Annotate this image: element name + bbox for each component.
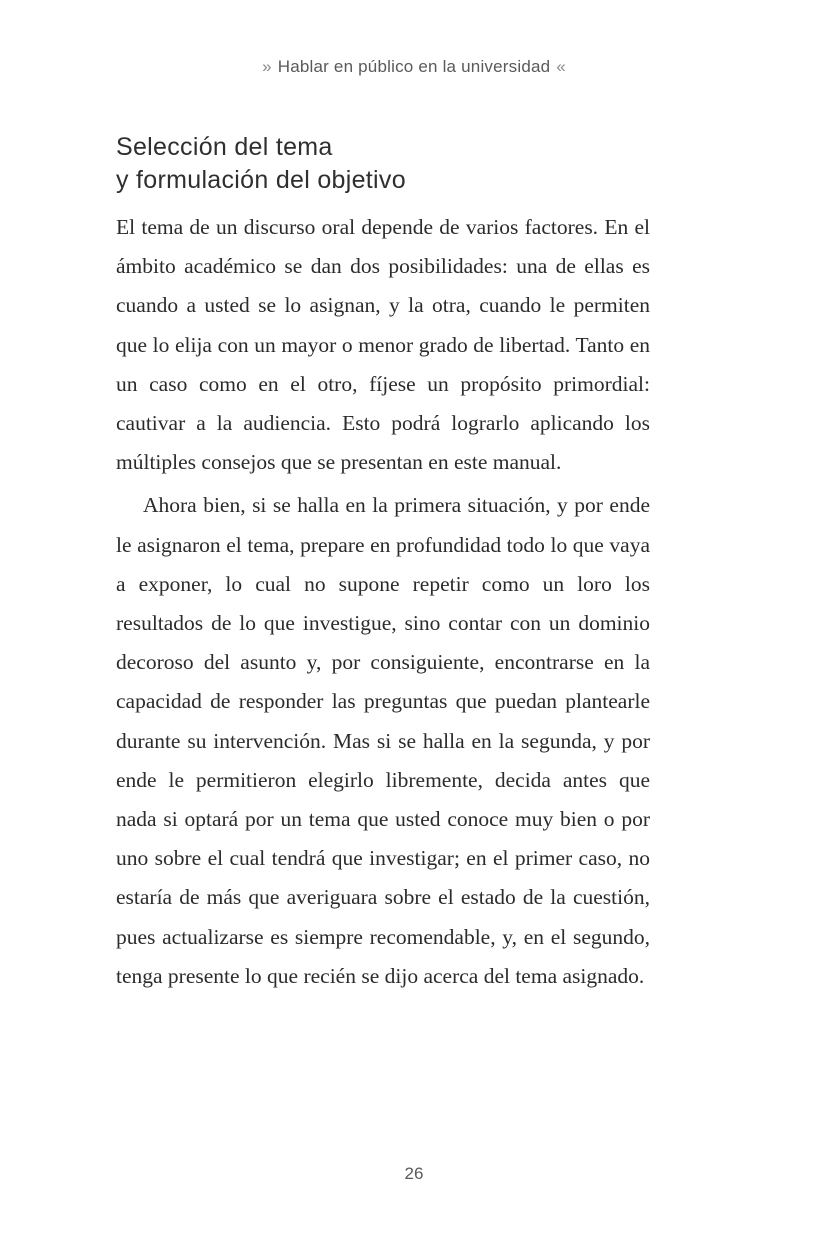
section-title-line-1: Selección del tema xyxy=(116,133,333,161)
header-left-mark: » xyxy=(262,57,272,76)
body-text xyxy=(116,208,650,996)
running-header xyxy=(0,57,828,77)
section-title xyxy=(116,131,676,197)
page-number: 26 xyxy=(404,1164,424,1183)
running-title: Hablar en público en la universidad xyxy=(277,57,551,76)
paragraph-1: El tema de un discurso oral depende de varios factores. En el ámbito académico se dan dos posibilidades: una de ellas es cuando a usted se lo asignan, y la otra, cuando le permiten que lo elija con un mayor o menor grado de libertad. Tanto en un caso como en el otro, fíjese un propósito primordial: cautivar a la audiencia. Esto podrá lograrlo aplicando los múltiples consejos que se presentan en este manual. xyxy=(116,215,650,475)
section-title-line-2: y formulación del objetivo xyxy=(116,166,406,194)
header-right-mark: « xyxy=(556,57,566,76)
paragraph-2: Ahora bien, si se halla en la primera situación, y por ende le asignaron el tema, prepare en profundidad todo lo que vaya a exponer, lo cual no supone repetir como un loro los resultados de lo que investigue, sino contar con un dominio decoroso del asunto y, por consiguiente, encontrarse en la capacidad de responder las preguntas que puedan plantearle durante su intervención. Mas si se halla en la segunda, y por ende le permitieron elegirlo libremente, decida antes que nada si optará por un tema que usted conoce muy bien o por uno sobre el cual tendrá que investigar; en el primer caso, no estaría de más que averiguara sobre el estado de la cuestión, pues actualizarse es siempre recomendable, y, en el segundo, tenga presente lo que recién se dijo acerca del tema asignado. xyxy=(116,493,650,988)
